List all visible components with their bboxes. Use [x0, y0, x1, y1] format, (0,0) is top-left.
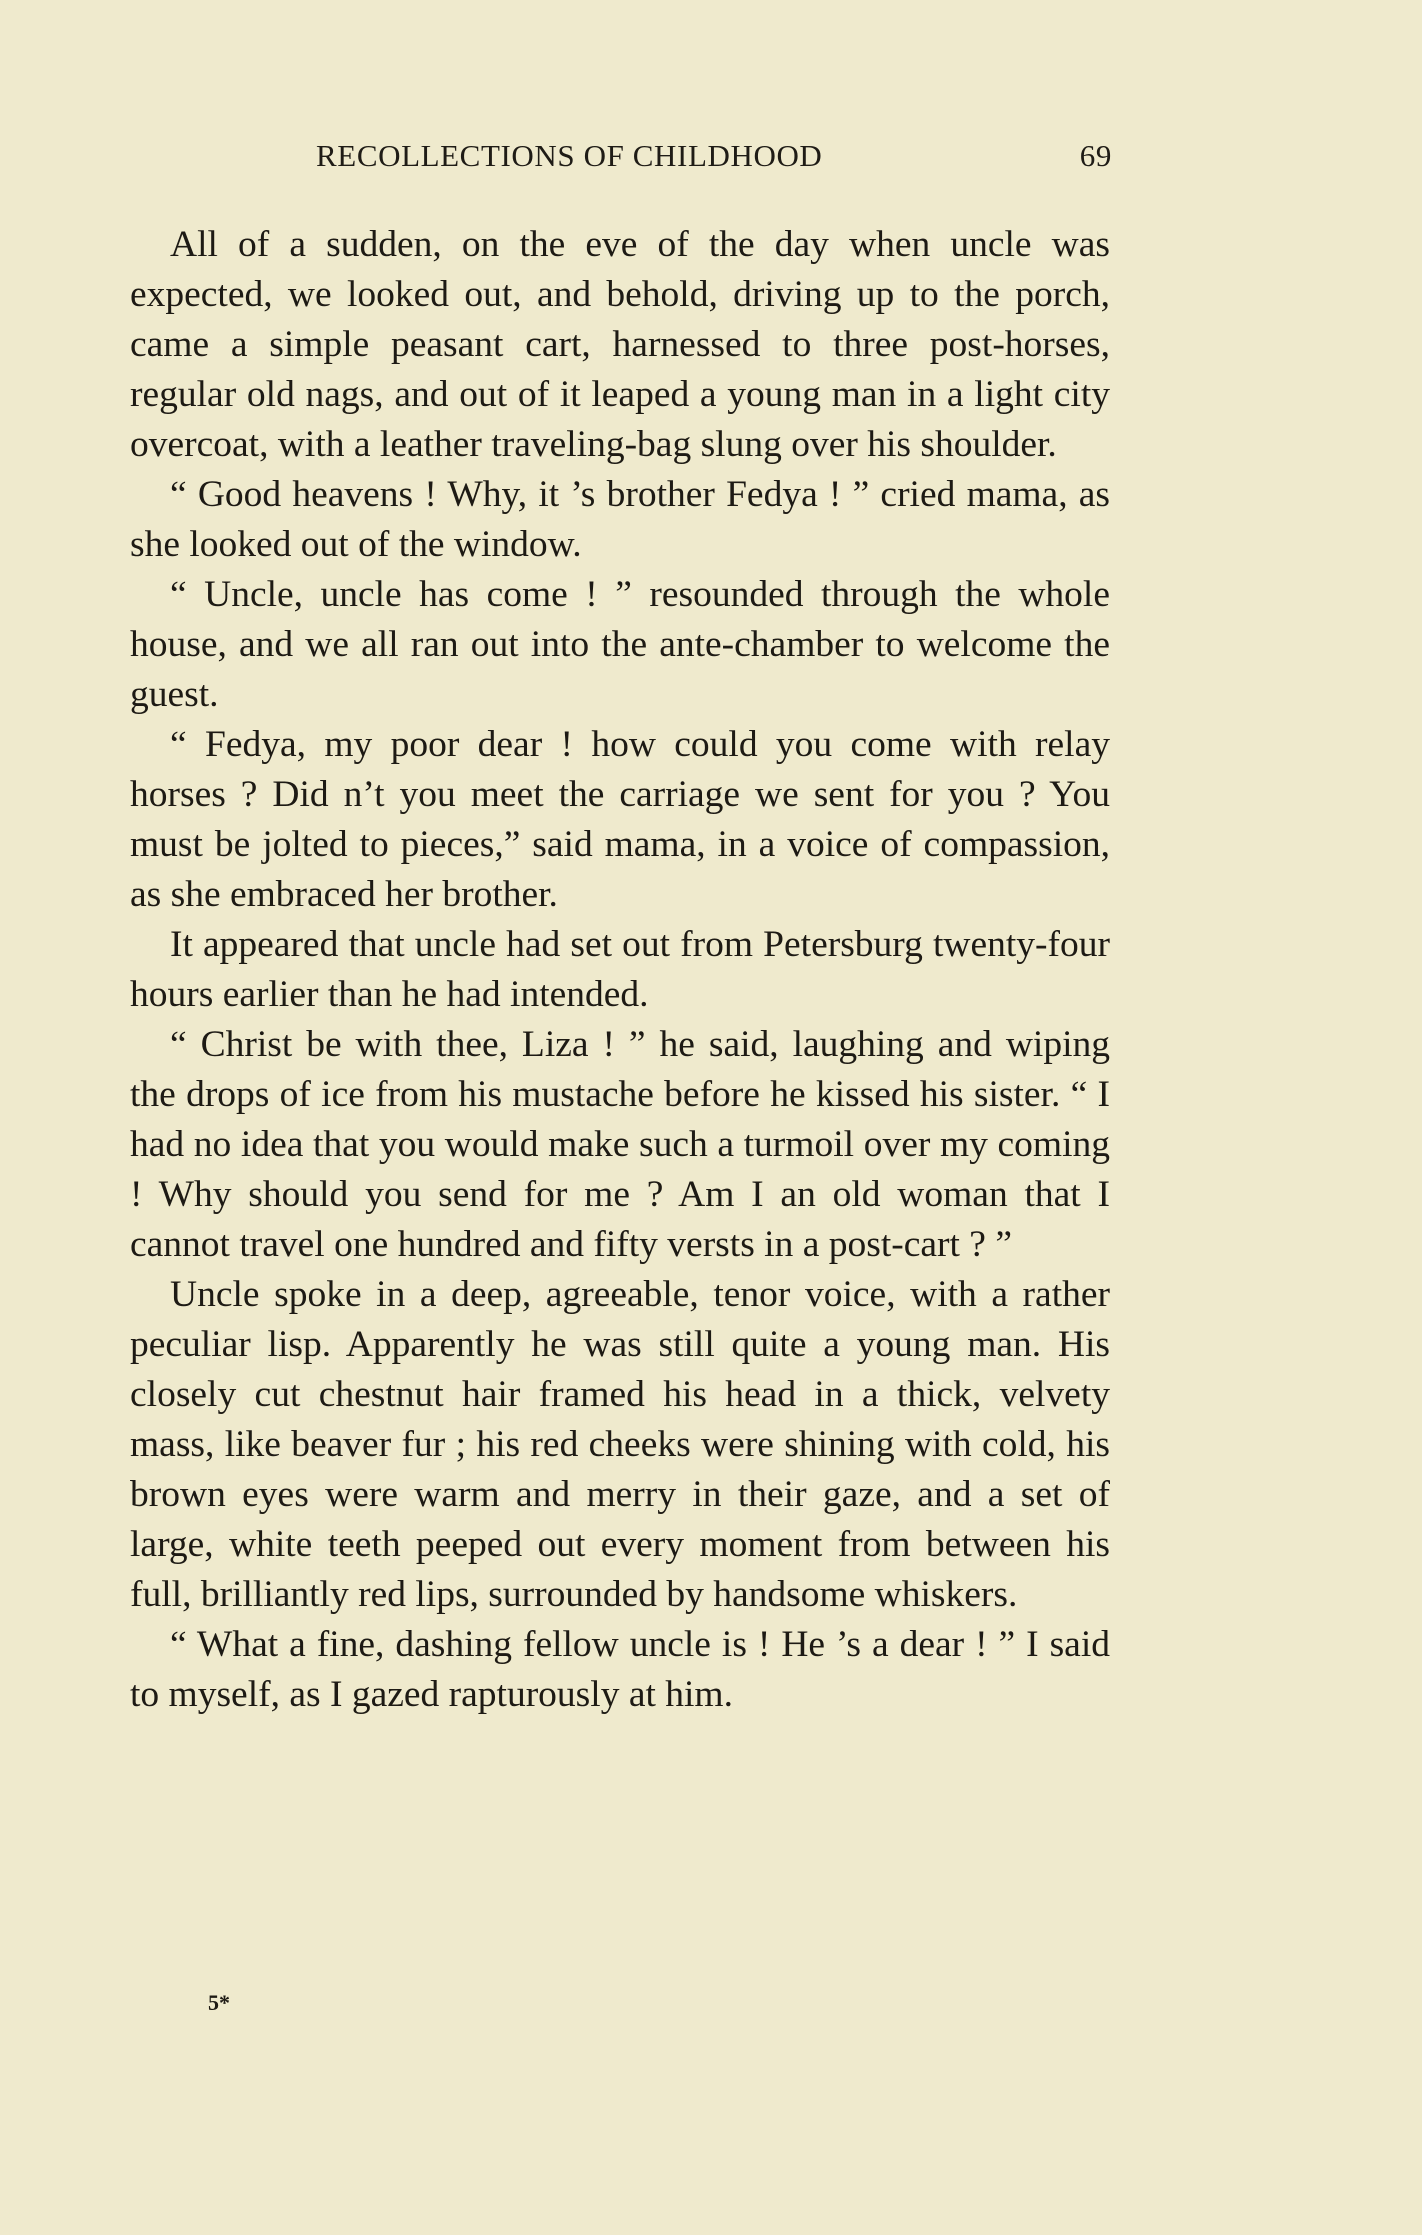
- signature-mark: 5*: [208, 1990, 230, 2015]
- page-header: [316, 138, 1112, 188]
- paragraph: It appeared that uncle had set out from Petersburg twenty-four hours earlier than he had intended.: [130, 924, 1110, 1015]
- paragraph: “ Fedya, my poor dear ! how could you come with relay horses ? Did n’t you meet the carriage we sent for you ? You must be jolted to pieces,” said mama, in a voice of compassion, as she embraced her brother.: [130, 724, 1110, 915]
- paragraph: All of a sudden, on the eve of the day when uncle was expected, we looked out, and behold, driving up to the porch, came a simple peasant cart, harnessed to three post-horses, regular old nags, and out of it leaped a young man in a light city overcoat, with a leather traveling-bag slung over his shoulder.: [130, 224, 1110, 465]
- body-text: [130, 220, 1110, 1720]
- paragraph: “ What a fine, dashing fellow uncle is ! He ’s a dear ! ” I said to myself, as I gazed rapturously at him.: [130, 1624, 1110, 1715]
- running-title: RECOLLECTIONS OF CHILDHOOD: [316, 138, 823, 173]
- paragraph: Uncle spoke in a deep, agreeable, tenor voice, with a rather peculiar lisp. Apparently he was still quite a young man. His closely cut chestnut hair framed his head in a thick, velvety mass, like beaver fur ; his red cheeks were shining with cold, his brown eyes were warm and merry in their gaze, and a set of large, white teeth peeped out every moment from between his full, brilliantly red lips, surrounded by handsome whiskers.: [130, 1274, 1110, 1615]
- page-number: 69: [1079, 138, 1112, 173]
- paragraph: “ Christ be with thee, Liza ! ” he said, laughing and wiping the drops of ice from his mustache before he kissed his sister. “ I had no idea that you would make such a turmoil over my coming ! Why should you send for me ? Am I an old woman that I cannot travel one hundred and fifty versts in a post-cart ? ”: [130, 1024, 1110, 1265]
- paragraph: “ Uncle, uncle has come ! ” resounded through the whole house, and we all ran out into the ante-chamber to welcome the guest.: [130, 574, 1110, 715]
- paragraph: “ Good heavens ! Why, it ’s brother Fedya ! ” cried mama, as she looked out of the window.: [130, 474, 1110, 565]
